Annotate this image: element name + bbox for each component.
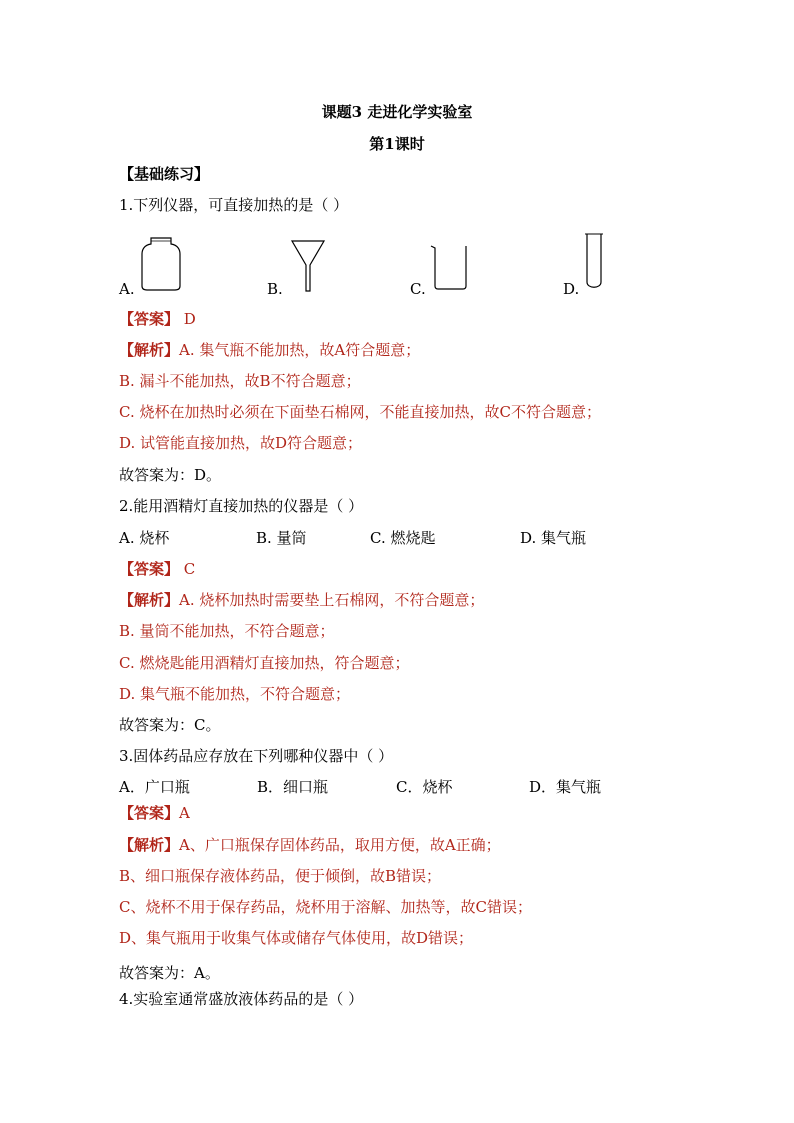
q1-option-a-label: A. — [119, 280, 135, 298]
answer-value: D — [179, 310, 196, 328]
answer-value: C — [179, 560, 196, 578]
q3-conclusion: 故答案为：A。 — [119, 964, 220, 982]
section-heading: 【基础练习】 — [119, 165, 210, 183]
answer-tag: 【答案】 — [119, 804, 180, 822]
q1-option-b-label: B. — [267, 280, 283, 298]
q2-option-d: D. 集气瓶 — [520, 529, 587, 547]
q2-analysis-line-3: C. 燃烧匙能用酒精灯直接加热，符合题意； — [119, 654, 410, 672]
q1-conclusion: 故答案为：D。 — [119, 466, 222, 484]
lesson-subtitle: 第1课时 — [369, 135, 425, 153]
q2-analysis-line-1 — [119, 590, 484, 610]
q1-option-c-label: C. — [410, 280, 426, 298]
q3-analysis-line-2: B、细口瓶保存液体药品，便于倾倒，故B错误； — [119, 867, 442, 885]
q3-answer — [119, 803, 190, 823]
q2-analysis-line-2: B. 量筒不能加热，不符合题意； — [119, 622, 335, 640]
q1-analysis-line-1 — [119, 340, 420, 360]
q2-answer — [119, 559, 195, 579]
analysis-tag: 【解析】 — [119, 341, 180, 359]
q1-answer — [119, 309, 196, 329]
answer-value: A — [179, 804, 190, 822]
analysis-tag: 【解析】 — [119, 836, 180, 854]
question-2-stem: 2.能用酒精灯直接加热的仪器是（ ） — [119, 497, 364, 515]
q2-option-b: B. 量筒 — [256, 529, 307, 547]
lesson-title: 课题3 走进化学实验室 — [321, 103, 473, 121]
q3-analysis-line-4: D、集气瓶用于收集气体或储存气体使用，故D错误； — [119, 929, 474, 947]
q1-analysis-line-2: B. 漏斗不能加热，故B不符合题意； — [119, 372, 361, 390]
gas-collecting-bottle-icon — [140, 236, 182, 292]
q3-option-b: B．细口瓶 — [257, 778, 329, 796]
question-4-stem: 4.实验室通常盛放液体药品的是（ ） — [119, 990, 364, 1008]
q1-option-d-label: D. — [563, 280, 580, 298]
q1-analysis-line-4: D. 试管能直接加热，故D符合题意； — [119, 434, 363, 452]
q3-option-c: C．烧杯 — [396, 778, 453, 796]
question-3-stem: 3.固体药品应存放在下列哪种仪器中（ ） — [119, 747, 394, 765]
analysis-text: A. 烧杯加热时需要垫上石棉网，不符合题意； — [179, 591, 485, 609]
answer-tag: 【答案】 — [119, 310, 180, 328]
answer-tag: 【答案】 — [119, 560, 180, 578]
analysis-text: A. 集气瓶不能加热，故A符合题意； — [179, 341, 421, 359]
q2-option-a: A. 烧杯 — [119, 529, 170, 547]
q2-analysis-line-4: D. 集气瓶不能加热，不符合题意； — [119, 685, 351, 703]
q3-option-a: A．广口瓶 — [119, 778, 190, 796]
question-1-stem: 1.下列仪器，可直接加热的是（ ） — [119, 196, 349, 214]
q2-option-c: C. 燃烧匙 — [370, 529, 436, 547]
test-tube-icon — [584, 232, 604, 290]
funnel-icon — [290, 239, 326, 293]
q1-analysis-line-3: C. 烧杯在加热时必须在下面垫石棉网，不能直接加热，故C不符合题意； — [119, 403, 601, 421]
q3-option-d: D．集气瓶 — [529, 778, 602, 796]
q3-analysis-line-3: C、烧杯不用于保存药品，烧杯用于溶解、加热等，故C错误； — [119, 898, 532, 916]
q2-conclusion: 故答案为：C。 — [119, 716, 221, 734]
analysis-tag: 【解析】 — [119, 591, 180, 609]
beaker-icon — [429, 244, 469, 290]
q3-analysis-line-1 — [119, 835, 501, 855]
analysis-text: A、广口瓶保存固体药品，取用方便，故A正确； — [179, 836, 501, 854]
